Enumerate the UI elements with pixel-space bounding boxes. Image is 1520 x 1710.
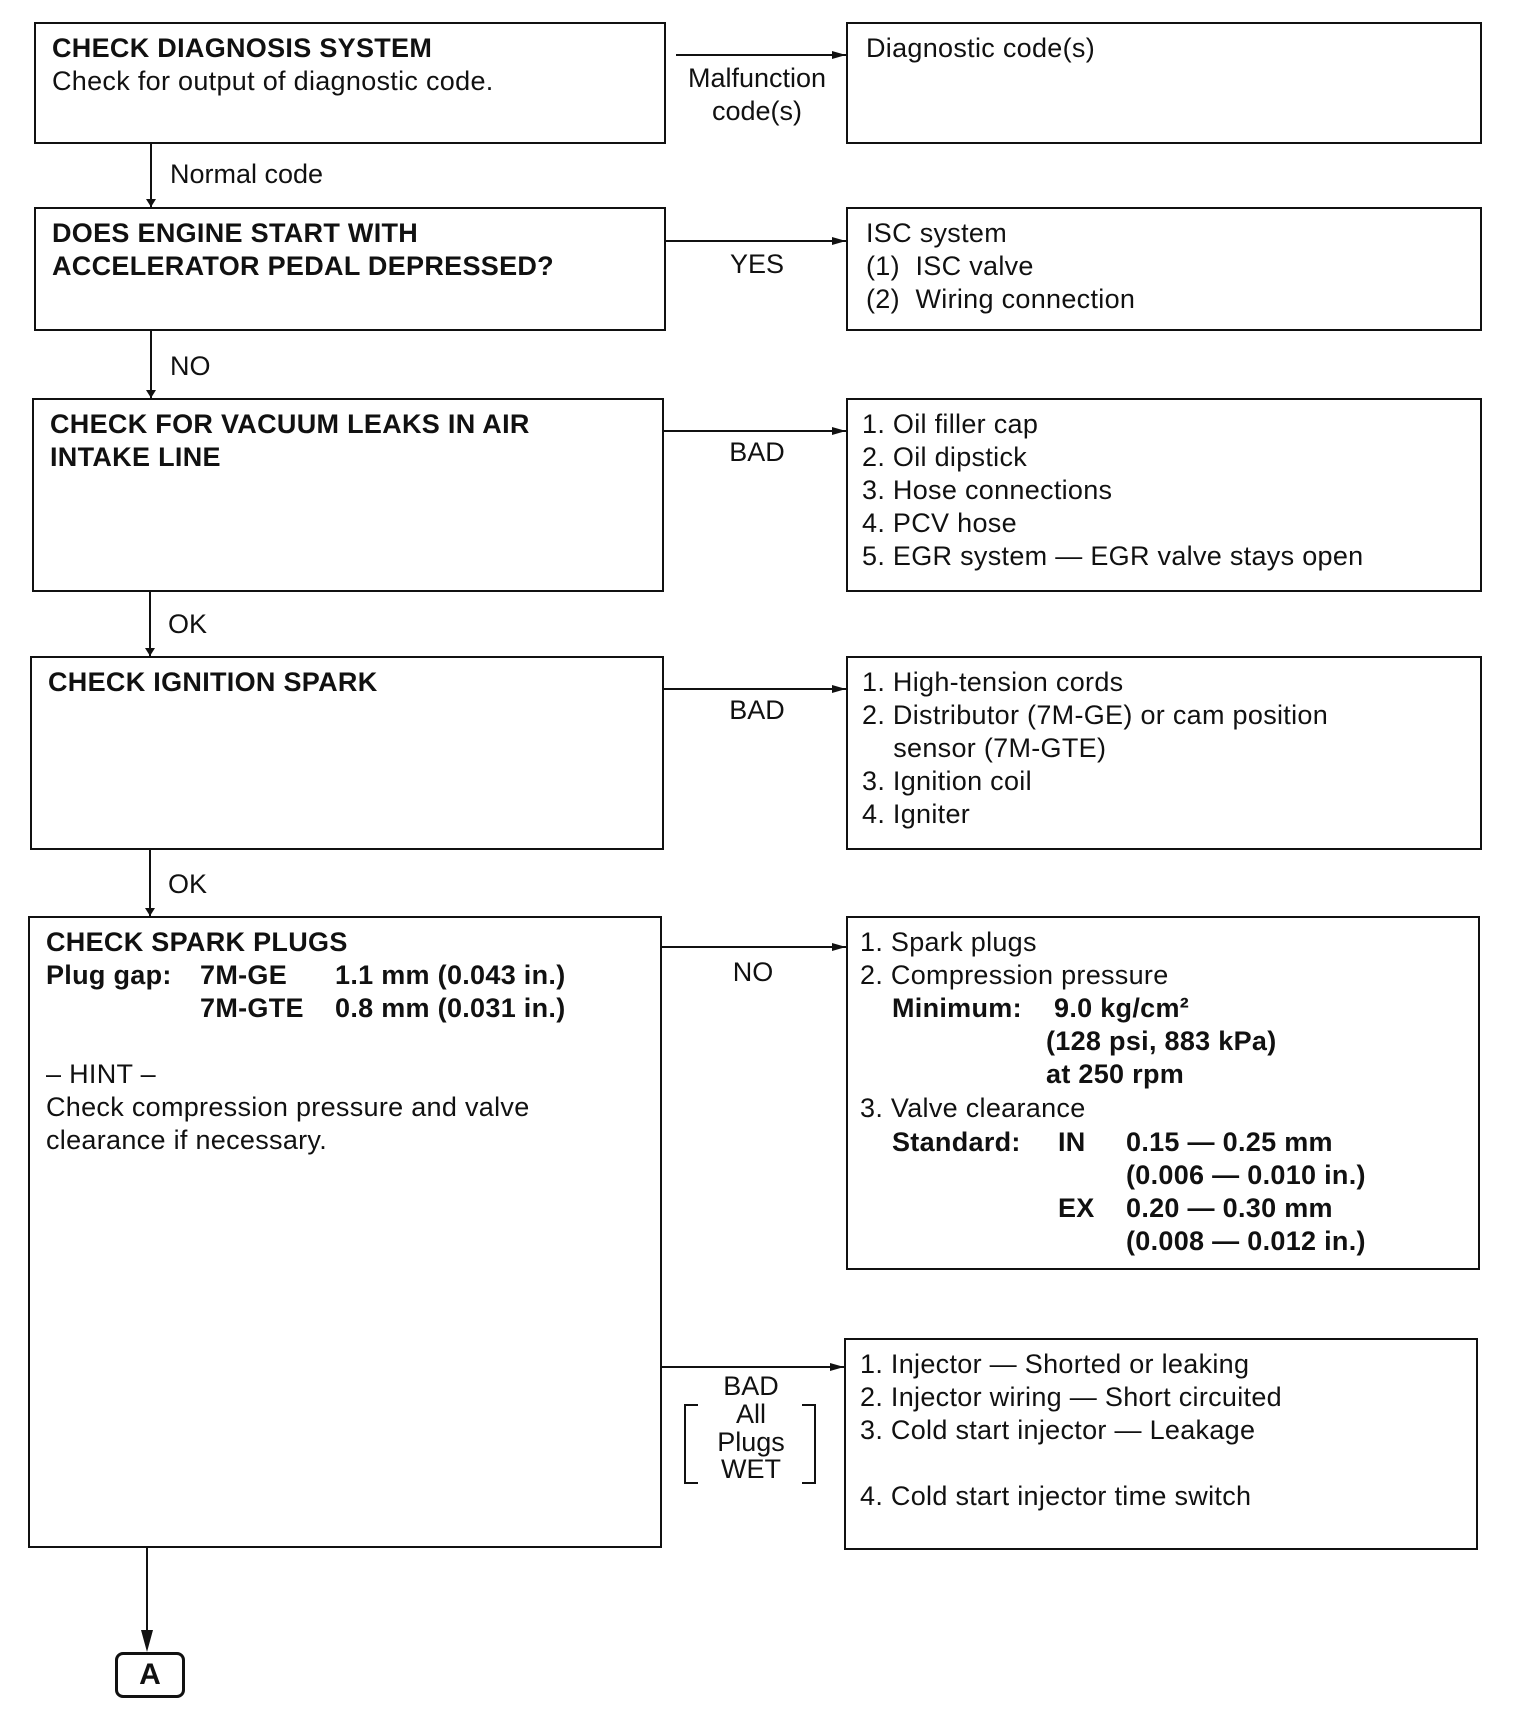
result-line: 4. Cold start injector time switch	[860, 1481, 1252, 1511]
side-label-no: NO	[732, 957, 774, 987]
result-line: 4. PCV hose	[862, 508, 1017, 538]
step-subtitle: Check for output of diagnostic code.	[52, 66, 494, 96]
result-line: Diagnostic code(s)	[866, 33, 1095, 63]
step-title-line-1: CHECK FOR VACUUM LEAKS IN AIR	[50, 409, 530, 439]
bracket-text: All	[735, 1399, 766, 1429]
result-line: 2. Injector wiring — Short circuited	[860, 1382, 1282, 1412]
result-line: (2) Wiring connection	[866, 284, 1136, 314]
hint-line: clearance if necessary.	[46, 1125, 328, 1155]
flow-line-down	[150, 331, 152, 398]
min-label: Minimum:	[892, 993, 1022, 1023]
flow-line-right	[666, 240, 846, 242]
flow-line-down	[150, 144, 152, 207]
flow-line-right	[662, 1366, 844, 1368]
step-title-line-1: DOES ENGINE START WITH	[52, 218, 419, 248]
side-label-malfunction: code(s)	[711, 96, 803, 126]
result-line: 1. High-tension cords	[862, 667, 1124, 697]
arrow-right-icon	[832, 943, 846, 951]
down-label-normal-code: Normal code	[170, 159, 324, 189]
result-line: sensor (7M-GTE)	[862, 733, 1107, 763]
step-title-line-2: ACCELERATOR PEDAL DEPRESSED?	[52, 251, 554, 281]
flow-line-right	[676, 54, 846, 56]
side-label-yes: YES	[729, 249, 785, 279]
arrow-down-icon	[146, 390, 156, 398]
step-title: CHECK SPARK PLUGS	[46, 927, 348, 957]
flow-line-right	[664, 430, 846, 432]
result-injector-box	[844, 1338, 1478, 1550]
result-line: 1. Spark plugs	[860, 927, 1037, 957]
flow-line-down	[149, 592, 151, 656]
ex-label: EX	[1058, 1193, 1095, 1223]
step-check-diagnosis-box	[34, 22, 666, 144]
down-label-ok: OK	[168, 609, 208, 639]
result-vacuum-box	[846, 398, 1482, 592]
ex-alt: (0.008 — 0.012 in.)	[1126, 1226, 1366, 1256]
result-line: ISC system	[866, 218, 1008, 248]
bracket-text: Plugs	[717, 1427, 785, 1457]
spec-value: 1.1 mm (0.043 in.)	[335, 960, 566, 990]
hint-title: – HINT –	[46, 1059, 156, 1089]
arrow-down-icon	[145, 648, 155, 656]
step-ignition-spark-box	[30, 656, 664, 850]
result-spark-plugs-box	[846, 916, 1480, 1270]
arrow-down-icon	[141, 1630, 153, 1652]
arrow-right-icon	[832, 51, 846, 59]
plug-gap-label: Plug gap:	[46, 960, 172, 990]
result-line: 3. Hose connections	[862, 475, 1113, 505]
spec-engine: 7M-GE	[200, 960, 288, 990]
result-line: 2. Distributor (7M-GE) or cam position	[862, 700, 1329, 730]
down-label-no: NO	[170, 351, 211, 381]
bracket-text: WET	[721, 1454, 781, 1484]
result-line: 5. EGR system — EGR valve stays open	[862, 541, 1364, 571]
result-line: 4. Igniter	[862, 799, 971, 829]
step-title: CHECK IGNITION SPARK	[48, 667, 378, 697]
result-line: 3. Valve clearance	[860, 1093, 1086, 1123]
spec-engine: 7M-GTE	[200, 993, 304, 1023]
min-alt: (128 psi, 883 kPa)	[1046, 1026, 1277, 1056]
result-isc-system-box	[846, 207, 1482, 331]
result-line: 3. Cold start injector — Leakage	[860, 1415, 1256, 1445]
flow-line-down	[149, 850, 151, 916]
in-label: IN	[1058, 1127, 1086, 1157]
step-title-line-2: INTAKE LINE	[50, 442, 221, 472]
step-title: CHECK DIAGNOSIS SYSTEM	[52, 33, 433, 63]
connector-a: A	[115, 1652, 185, 1698]
side-label-bad: BAD	[729, 695, 785, 725]
ex-value: 0.20 — 0.30 mm	[1126, 1193, 1333, 1223]
arrow-right-icon	[832, 237, 846, 245]
step-vacuum-leaks-box	[32, 398, 664, 592]
result-line: 3. Ignition coil	[862, 766, 1032, 796]
result-line: 2. Compression pressure	[860, 960, 1169, 990]
arrow-right-icon	[832, 685, 846, 693]
arrow-right-icon	[832, 427, 846, 435]
step-engine-start-box	[34, 207, 666, 331]
arrow-down-icon	[146, 199, 156, 207]
in-value: 0.15 — 0.25 mm	[1126, 1127, 1333, 1157]
result-line: 1. Injector — Shorted or leaking	[860, 1349, 1250, 1379]
flow-line-right	[662, 946, 846, 948]
step-spark-plugs-box	[28, 916, 662, 1548]
side-label-bad: BAD	[729, 437, 785, 467]
min-rpm: at 250 rpm	[1046, 1059, 1185, 1089]
spec-value: 0.8 mm (0.031 in.)	[335, 993, 566, 1023]
down-label-ok: OK	[168, 869, 208, 899]
flow-line-right	[664, 688, 846, 690]
side-label-bad: BAD	[723, 1371, 779, 1401]
result-line: 1. Oil filler cap	[862, 409, 1039, 439]
side-label-malfunction: Malfunction	[687, 63, 827, 93]
result-ignition-box	[846, 656, 1482, 850]
in-alt: (0.006 — 0.010 in.)	[1126, 1160, 1366, 1190]
result-line: (1) ISC valve	[866, 251, 1034, 281]
result-line: 2. Oil dipstick	[862, 442, 1028, 472]
hint-line: Check compression pressure and valve	[46, 1092, 530, 1122]
min-value: 9.0 kg/cm²	[1054, 993, 1190, 1023]
result-diagnostic-codes-box	[846, 22, 1482, 144]
std-label: Standard:	[892, 1127, 1021, 1157]
arrow-down-icon	[145, 908, 155, 916]
